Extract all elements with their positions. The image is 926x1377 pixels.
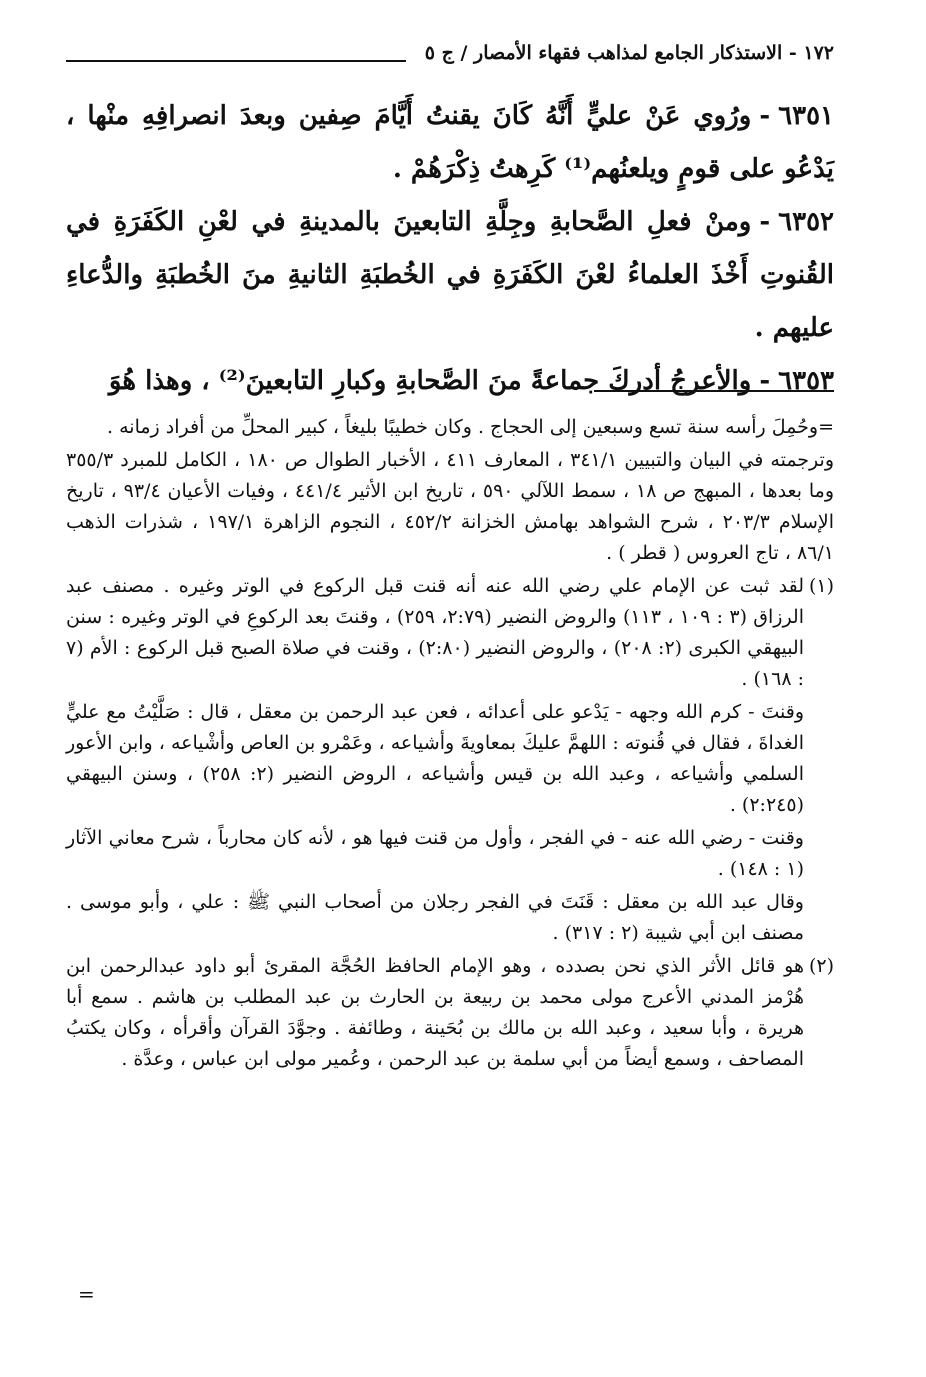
footnote-separator <box>594 390 834 392</box>
footnote-1-paragraph: وقال عبد الله بن معقل : قَنَتَ في الفجر رجلان من أصحاب النبي ﷺ : علي ، وأبو موسى . مصنف ابن أبي شيبة (٢ : ٣١٧) . <box>66 891 804 944</box>
header-text: ١٧٢ - الاستذكار الجامع لمذاهب فقهاء الأمصار / ج ٥ <box>424 42 834 64</box>
footnote-continuation: =وحُمِلَ رأسه سنة تسع وسبعين إلى الحجاج . وكان خطيبًا بليغاً ، كبير المحلِّ من أفراد زمانه . <box>107 416 834 438</box>
paragraph-6353 <box>66 355 834 408</box>
paragraph-number: ٦٣٥٢ <box>778 207 834 237</box>
main-text <box>66 90 834 408</box>
footnote-sources: وترجمته في البيان والتبيين ٣٤١/١ ، المعارف ٤١١ ، الأخبار الطوال ص ١٨٠ ، الكامل للمبرد ٣٥٥/٣ وما بعدها ، المبهج ص ١٨ ، سمط اللآلي ٥٩٠ ، تاريخ ابن الأثير ٤٤١/٤ ، وفيات الأعيان ٩٣/٤ ، تاريخ الإسلام ٢٠٣/٣ ، شرح الشواهد بهامش الخزانة ٤٥٢/٢ ، النجوم الزاهرة ١٩٧/١ ، شذرات الذهب ٨٦/١ ، تاج العروس ( قطر ) . <box>66 449 834 564</box>
paragraph-6352 <box>66 196 834 355</box>
footnotes <box>66 412 834 1077</box>
footnote-2 <box>66 951 834 1075</box>
footnote-marker: (٢) <box>808 955 834 977</box>
header-rule <box>66 60 406 62</box>
dash: - <box>759 207 771 237</box>
paragraph-number: ٦٣٥١ <box>778 101 834 131</box>
paragraph-6351 <box>66 90 834 196</box>
dash: - <box>759 101 771 131</box>
paragraph-text: ورُوي عَنْ عليٍّ أَنَّهُ كَانَ يقنتُ أَيَّامَ صِفين وبعدَ انصرافِهِ منْها ، يَدْعُو على قومٍ ويلعنُهم⁽¹⁾ كَرِهتُ ذِكْرَهُمْ . <box>66 101 834 184</box>
running-header <box>66 38 834 72</box>
footnote-1-paragraph: وقنت - رضي الله عنه - في الفجر ، وأول من قنت فيها هو ، لأنه كان محارباً ، شرح معاني الآثار (١ : ١٤٨) . <box>66 827 804 880</box>
continuation-mark: = <box>78 1282 95 1306</box>
paragraph-number: ٦٣٥٣ <box>778 366 834 396</box>
dash: - <box>759 366 771 396</box>
footnote-marker: (١) <box>808 575 834 597</box>
footnote-1-paragraph: وقنتَ - كرم الله وجهه - يَدْعو على أعدائه ، فعن عبد الرحمن بن معقل ، قال : صَلَّيْتُ مع عليٍّ الغداةَ ، فقال في قُنوته : اللهمَّ عليكَ بمعاويةَ وأشياعه ، وعَمْرو بن العاص وأشْياعه ، وابن الأعور السلمي وأشياعه ، وعبد الله بن قيس وأشياعه ، الروض النضير (٢: ٢٥٨) ، وسنن البيهقي (٢:٢٤٥) . <box>66 701 804 816</box>
paragraph-text: ومنْ فعلِ الصَّحابةِ وجِلَّةِ التابعينَ بالمدينةِ في لعْنِ الكَفَرَةِ في القُنوتِ أَخْذَ العلماءُ لعْنَ الكَفَرَةِ في الخُطبَةِ الثانيةِ منَ الخُطبَةِ والدُّعاءِ عليهم . <box>66 207 834 343</box>
paragraph-text: والأعرجُ أدركَ جماعةً منَ الصَّحابةِ وكبارِ التابعينَ⁽²⁾ ، وهذا هُوَ <box>108 366 752 396</box>
footnote-1 <box>66 571 834 949</box>
footnote-1-paragraph: لقد ثبت عن الإمام علي رضي الله عنه أنه قنت قبل الركوع في الوتر وغيره . مصنف عبد الرزاق (٣ : ١٠٩ ، ١١٣) والروض النضير (٢:٧٩، ٢٥٩) ، وقنتَ بعد الركوعِ في الوتر وغيره : سنن البيهقي الكبرى (٢: ٢٠٨) ، والروض النضير (٢:٨٠) ، وقنت في صلاة الصبح قبل الركوع : الأم (٧ : ١٦٨) . <box>66 575 805 690</box>
footnote-2-paragraph: هو قائل الأثر الذي نحن بصدده ، وهو الإمام الحافظ الحُجَّة المقرئ أبو داود عبدالرحمن ابن هُرْمز المدني الأعرج مولى محمد بن ربيعة بن الحارث بن عبد المطلب بن هاشم . سمع أبا هريرة ، وأبا سعيد ، وعبد الله بن مالك بن بُحَينة ، وطائفة . وجوَّدَ القرآن وأقرأه ، وكان يكتبُ المصاحف ، وسمع أيضاً من أبي سلمة بن عبد الرحمن ، وعُمير مولى ابن عباس ، وعدَّة . <box>66 955 804 1070</box>
